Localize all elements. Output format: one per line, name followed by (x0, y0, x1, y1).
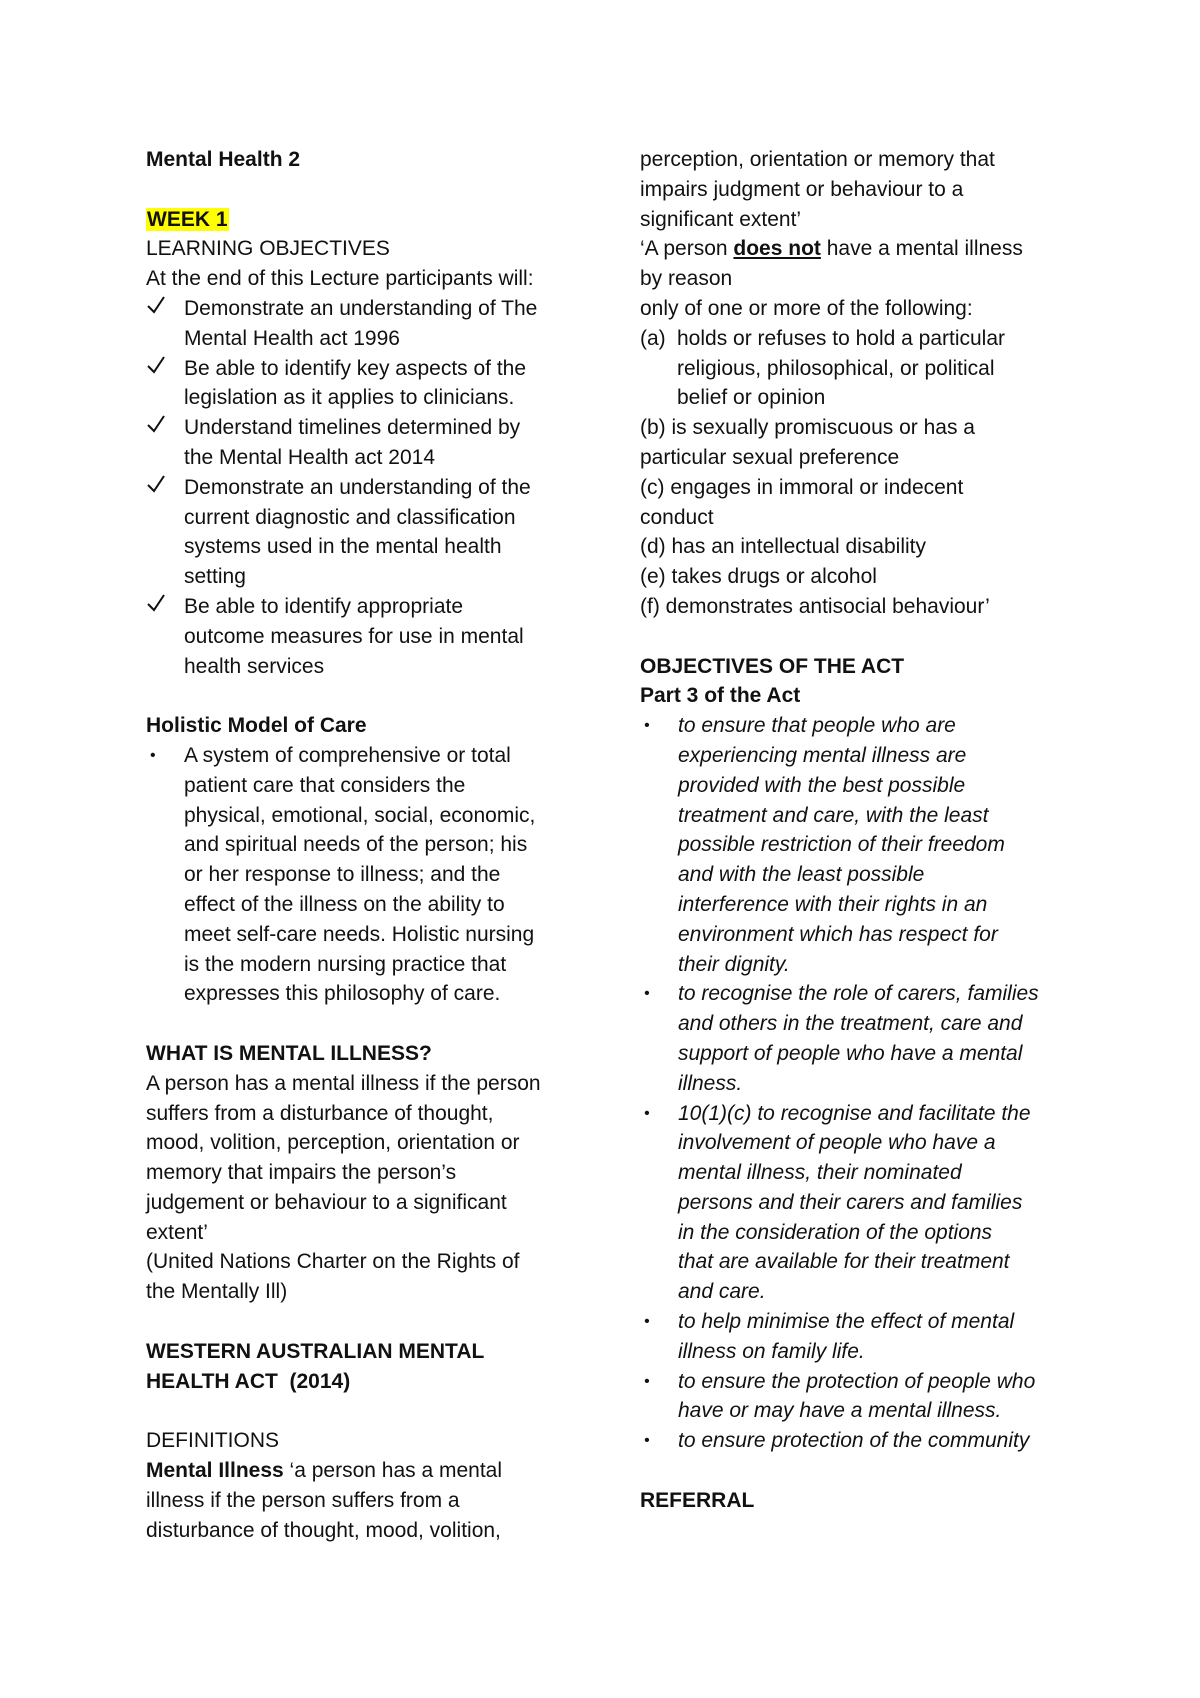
illness-line: suffers from a disturbance of thought, (146, 1101, 494, 1125)
wa-act-heading-cont: HEALTH ACT (2014) (146, 1369, 351, 1393)
referral-heading: REFERRAL (640, 1488, 755, 1512)
bullet-icon: • (150, 746, 156, 764)
illness-line: judgement or behaviour to a significant (146, 1190, 507, 1214)
act-objective-line: and care. (678, 1280, 766, 1304)
act-objective-line: their dignity. (678, 952, 790, 976)
objective-item (146, 294, 566, 354)
bullet-icon: • (644, 1104, 650, 1122)
left-column (146, 145, 566, 1545)
checkmark-icon (146, 294, 166, 325)
act-objective-item (640, 979, 1080, 1098)
objective-item (146, 473, 566, 592)
act-objective-item (640, 711, 1080, 979)
act-objective-line: environment which has respect for (678, 922, 998, 946)
act-objective-item (640, 1367, 1080, 1427)
act-objective-item (640, 1307, 1080, 1367)
holistic-line: physical, emotional, social, economic, (184, 803, 536, 827)
holistic-line: A system of comprehensive or total (184, 743, 511, 767)
exclusion-label: (a) (640, 326, 666, 350)
week-label: WEEK 1 (147, 207, 228, 231)
act-objective-item (640, 1426, 1080, 1456)
act-objective-line: to help minimise the effect of mental (678, 1310, 1015, 1334)
bullet-icon: • (644, 1313, 650, 1331)
act-objective-line: have or may have a mental illness. (678, 1399, 1002, 1423)
part-heading: Part 3 of the Act (640, 684, 801, 708)
holistic-line: meet self-care needs. Holistic nursing (184, 922, 535, 946)
checkmark-icon (146, 473, 166, 504)
exclusion-line: (c) engages in immoral or indecent (640, 475, 964, 499)
act-objective-line: interference with their rights in an (678, 892, 988, 916)
act-objective-item (640, 1099, 1080, 1308)
does-not-emphasis: does not (733, 237, 821, 261)
checkmark-icon (146, 592, 166, 623)
objective-line: outcome measures for use in mental (184, 624, 524, 648)
exclusion-line: (f) demonstrates antisocial behaviour’ (640, 594, 990, 618)
act-objective-line: involvement of people who have a (678, 1131, 996, 1155)
objective-line: Demonstrate an understanding of the (184, 475, 531, 499)
holistic-line: effect of the illness on the ability to (184, 892, 505, 916)
week-heading (146, 205, 566, 235)
definition-cont-line: impairs judgment or behaviour to a (640, 177, 964, 201)
definition-line: illness if the person suffers from a (146, 1488, 460, 1512)
act-objective-line: provided with the best possible (678, 773, 966, 797)
act-objective-line: support of people who have a mental (678, 1041, 1023, 1065)
act-objective-line: treatment and care, with the least (678, 803, 989, 827)
exclusion-line: holds or refuses to hold a particular (677, 326, 1006, 350)
illness-line: (United Nations Charter on the Rights of (146, 1250, 520, 1274)
objective-item (146, 413, 566, 473)
definition-line: disturbance of thought, mood, volition, (146, 1518, 501, 1542)
objective-line: Demonstrate an understanding of The (184, 296, 538, 320)
act-objective-line: in the consideration of the options (678, 1220, 993, 1244)
does-not-pre: ‘A person (640, 237, 734, 261)
bullet-icon: • (644, 1372, 650, 1390)
holistic-line: is the modern nursing practice that (184, 952, 507, 976)
act-objective-line: and with the least possible (678, 863, 925, 887)
objective-item (146, 354, 566, 414)
objective-line: systems used in the mental health (184, 535, 502, 559)
exclusion-line: religious, philosophical, or political (677, 356, 995, 380)
objective-line: Be able to identify appropriate (184, 594, 464, 618)
act-objective-line: illness on family life. (678, 1339, 865, 1363)
objective-line: setting (184, 565, 246, 589)
definition-cont-line: perception, orientation or memory that (640, 148, 995, 171)
definition-first-line (146, 1456, 566, 1486)
holistic-line: and spiritual needs of the person; his (184, 833, 528, 857)
objective-item (146, 592, 566, 681)
bullet-icon: • (644, 717, 650, 735)
definition-text: ‘a person has a mental (283, 1459, 503, 1483)
objective-line: current diagnostic and classification (184, 505, 516, 529)
exclusion-intro-line: by reason (640, 267, 733, 291)
does-not-post: have a mental illness (820, 237, 1023, 261)
right-column (640, 145, 1080, 1516)
objective-line: health services (184, 654, 325, 678)
act-objective-line: to recognise the role of carers, families (678, 982, 1039, 1006)
act-objective-line: possible restriction of their freedom (678, 833, 1005, 857)
objective-line: Mental Health act 1996 (184, 326, 400, 350)
act-objective-line: experiencing mental illness are (678, 743, 967, 767)
exclusion-line: (e) takes drugs or alcohol (640, 565, 877, 589)
act-objective-line: illness. (678, 1071, 743, 1095)
act-objective-line: that are available for their treatment (678, 1250, 1010, 1274)
exclusion-line: (b) is sexually promiscuous or has a (640, 416, 975, 440)
holistic-line: or her response to illness; and the (184, 863, 501, 887)
bullet-icon: • (644, 1432, 650, 1450)
illness-line: memory that impairs the person’s (146, 1161, 457, 1185)
illness-line: mood, volition, perception, orientation or (146, 1131, 520, 1155)
objective-line: the Mental Health act 2014 (184, 445, 435, 469)
illness-line: the Mentally Ill) (146, 1280, 288, 1304)
act-objective-line: to ensure that people who are (678, 714, 956, 738)
exclusion-line: belief or opinion (677, 386, 826, 410)
objectives-intro: At the end of this Lecture participants will: (146, 267, 534, 291)
holistic-line: expresses this philosophy of care. (184, 982, 501, 1006)
act-objective-line: 10(1)(c) to recognise and facilitate the (678, 1101, 1031, 1125)
holistic-item (146, 741, 566, 1009)
illness-line: A person has a mental illness if the person (146, 1071, 541, 1095)
definitions-heading: DEFINITIONS (146, 1429, 280, 1453)
document-title: Mental Health 2 (146, 148, 301, 171)
objective-line: legislation as it applies to clinicians. (184, 386, 515, 410)
illness-line: extent’ (146, 1220, 208, 1244)
holistic-line: patient care that considers the (184, 773, 466, 797)
mental-illness-heading: WHAT IS MENTAL ILLNESS? (146, 1041, 432, 1065)
exclusion-intro-line: only of one or more of the following: (640, 296, 973, 320)
learning-objectives-heading: LEARNING OBJECTIVES (146, 237, 390, 261)
exclusion-line: particular sexual preference (640, 445, 900, 469)
definition-term: Mental Illness (146, 1459, 284, 1483)
act-objectives-heading: OBJECTIVES OF THE ACT (640, 654, 905, 678)
exclusion-line: (d) has an intellectual disability (640, 535, 926, 559)
bullet-icon: • (644, 985, 650, 1003)
holistic-heading: Holistic Model of Care (146, 714, 367, 738)
checkmark-icon (146, 354, 166, 385)
act-objective-line: persons and their carers and families (678, 1190, 1023, 1214)
checkmark-icon (146, 413, 166, 444)
act-objective-line: to ensure protection of the community (678, 1429, 1030, 1453)
act-objective-line: and others in the treatment, care and (678, 1012, 1023, 1036)
objective-line: Be able to identify key aspects of the (184, 356, 527, 380)
definition-cont-line: significant extent’ (640, 207, 802, 231)
act-objective-line: mental illness, their nominated (678, 1161, 962, 1185)
exclusion-item-a (640, 324, 1080, 413)
objective-line: Understand timelines determined by (184, 416, 521, 440)
wa-act-heading: WESTERN AUSTRALIAN MENTAL (146, 1339, 485, 1363)
act-objective-line: to ensure the protection of people who (678, 1369, 1036, 1393)
does-not-line (640, 234, 1080, 264)
exclusion-line: conduct (640, 505, 714, 529)
